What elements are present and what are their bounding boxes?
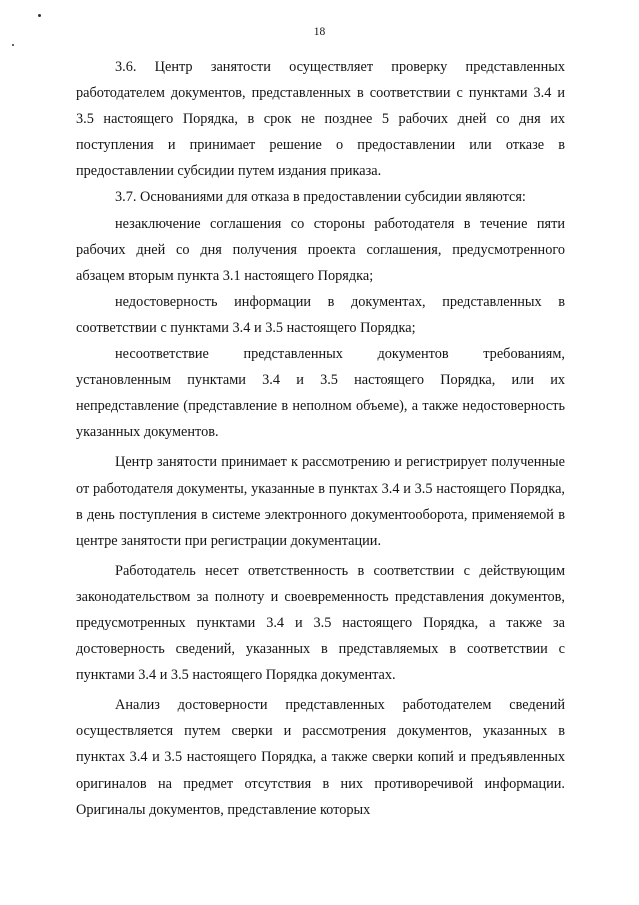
document-body (76, 54, 565, 823)
scan-speck (38, 14, 41, 17)
scan-speck (12, 44, 14, 46)
paragraph-verification-analysis: Анализ достоверности представленных работодателем сведений осуществляется путем сверки и рассмотрения документов, указанных в пунктах 3.4 и 3.5 настоящего Порядка, а также сверки копий и предъявленных оригиналов на предмет отсутствия в них противоречивой информации. Оригиналы документов, представление которых (76, 697, 565, 818)
paragraph-3-6: 3.6. Центр занятости осуществляет проверку представленных работодателем документов, представленных в соответствии с пунктами 3.4 и 3.5 настоящего Порядка, в срок не позднее 5 рабочих дней со дня их поступления и принимает решение о предоставлении или отказе в предоставлении субсидии путем издания приказа. (76, 59, 565, 180)
paragraph-registration: Центр занятости принимает к рассмотрению и регистрирует полученные от работодателя документы, указанные в пунктах 3.4 и 3.5 настоящего Порядка, в день поступления в системе электронного документооборота, применяемой в центре занятости при регистрации документации. (76, 454, 565, 549)
paragraph-refusal-ground-1: незаключение соглашения со стороны работодателя в течение пяти рабочих дней со дня получения проекта соглашения, предусмотренного абзацем вторым пункта 3.1 настоящего Порядка; (76, 215, 565, 284)
paragraph-refusal-ground-2: недостоверность информации в документах, представленных в соответствии с пунктами 3.4 и 3.5 настоящего Порядка; (76, 293, 565, 336)
paragraph-employer-responsibility: Работодатель несет ответственность в соответствии с действующим законодательством за полноту и своевременность представления документов, предусмотренных пунктами 3.4 и 3.5 настоящего Порядка, а также за достоверность сведений, указанных в представляемых в соответствии с пунктами 3.4 и 3.5 настоящего Порядка документах. (76, 562, 565, 684)
paragraph-refusal-ground-3: несоответствие представленных документов требованиям, установленным пунктами 3.4 и 3.5 настоящего Порядка, или их непредставление (представление в неполном объеме), а также недостоверность указанных документов. (76, 346, 565, 441)
page-number: 18 (313, 26, 326, 38)
paragraph-3-7-heading: 3.7. Основаниями для отказа в предоставлении субсидии являются: (115, 189, 526, 206)
